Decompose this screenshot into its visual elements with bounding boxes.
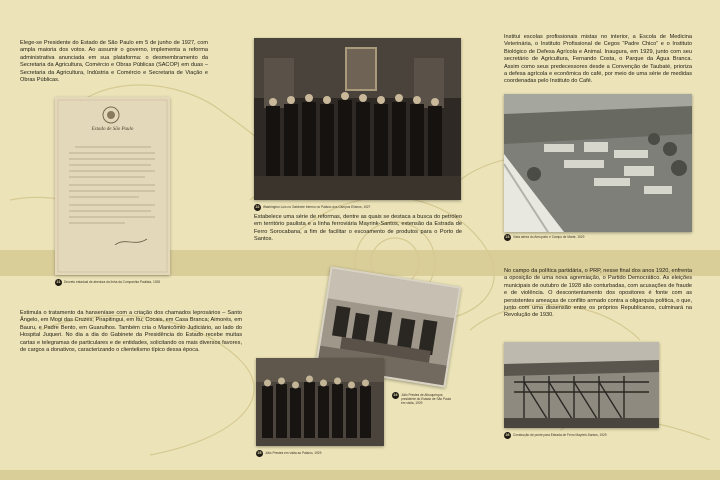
text-politics — [504, 268, 692, 320]
caption-25 — [256, 450, 386, 457]
caption-26 — [504, 432, 664, 439]
photo-bridge-construction — [504, 342, 659, 428]
caption-text: Vista aérea do Aeroporto e Campo de Marte, 1929 — [513, 235, 585, 239]
photo-office-group — [254, 38, 461, 200]
caption-21 — [55, 279, 175, 286]
text-schools-paragraph: Institui escolas profissionais mistas no interior, a Escola de Medicina Veterinária, o Instituto Profissional de Cegos “Padre Chico” e o Instituto Biológico de Defesa Agrícola e Animal. Inaugura, em 1929, junto com seu secretário de Agricultura, Fernando Costa, o Parque da Água Branca. Assim como seus predecessores desde a Convenção de Taubaté, prioriza a defesa agrícola e econômica do café, por meio de uma série de medidas coordenadas pelo Instituto do Café. — [504, 34, 692, 85]
document-image — [55, 97, 170, 275]
caption-text: Júlio Prestes em visita ao Palácio, 1929 — [265, 451, 322, 455]
caption-number: 24 — [393, 393, 398, 397]
document-drawing — [55, 97, 170, 275]
text-reforms-paragraph: Estabelece uma série de reformas, dentre as quais se destaca a busca do petróleo em território paulista e a linha ferroviária Mayrink-Santos, extensão da Estrada de Ferro Sorocabana, a fim de facilitar o escoamento de produtos para o Porto de Santos. — [254, 214, 462, 243]
text-leprosy — [20, 310, 242, 354]
background-band-bottom — [0, 470, 720, 480]
caption-text: Washington Luís no Gabinete Interno no Palácio dos Campos Elíseos, 1927 — [263, 205, 371, 209]
caption-text: Decreto estadual de abertura da linha da Companhia Paulista, 1928 — [64, 280, 161, 284]
caption-number: 22 — [255, 205, 260, 209]
caption-24 — [392, 392, 452, 405]
text-schools — [504, 34, 692, 86]
text-election — [20, 40, 208, 84]
text-reforms — [254, 214, 462, 244]
caption-number: 25 — [257, 451, 262, 455]
caption-text: Construção de ponte para Estrada de Ferro Mayrink-Santos, 1929 — [513, 433, 607, 437]
caption-number: 23 — [505, 235, 510, 239]
document-heading: Estado de São Paulo — [91, 127, 134, 132]
caption-text: Júlio Prestes de Albuquerque, presidente do Estado de São Paulo em visita, 1929 — [401, 393, 452, 405]
caption-22 — [254, 204, 454, 211]
caption-23 — [504, 234, 684, 241]
photo-aerial-view — [504, 94, 692, 232]
caption-number: 21 — [56, 280, 61, 284]
text-election-paragraph: Elege-se Presidente do Estado de São Paulo em 5 de junho de 1927, com ampla maioria dos votos. Ao assumir o governo, implementa a reforma administrativa anunciada em sua plataforma: o desmembramento da Secretaria da Agricultura, Comércio e Obras Públicas (SACOP) em duas – Secretaria da Agricultura, Indústria e Comércio e Secretaria de Viação e Obras Públicas. — [20, 40, 208, 84]
text-politics-paragraph: No campo da política partidária, o PRP, nesse final dos anos 1920, enfrenta a oposição de uma nova agremiação, o Partido Democrático. As eleições municipais de outubro de 1928 são conturbadas, com acusações de fraude e de violência. O descontentamento dos opositores é fonte com as persistentes ameaças de conflito armado contra a oligarquia política, o que, junto com uma dissensão entre os próprios Republicanos, culminará na Revolução de 1930. — [504, 268, 692, 319]
caption-number: 26 — [505, 433, 510, 437]
photo-group-standing — [256, 358, 384, 446]
text-leprosy-paragraph: Estimula o tratamento da hanseníase com a criação dos chamados leprosários – Santo Ângelo, em Mogi das Cruzes; Pirapitingui, em Itu; Cocais, em Casa Branca; Aimorés, em Bauru, e Padre Bento, em Guarulhos. Também cria o Manicômio Judiciário, ao lado do Hospital Juqueri. No dia a dia do Gabinete da Presidência do Estado recebe muitas cartas e telegramas de particulares e de entidades, solicitando os mais diversos favores, de cargos a donativos, caracterizando o clientelismo típico dessa época. — [20, 310, 242, 354]
